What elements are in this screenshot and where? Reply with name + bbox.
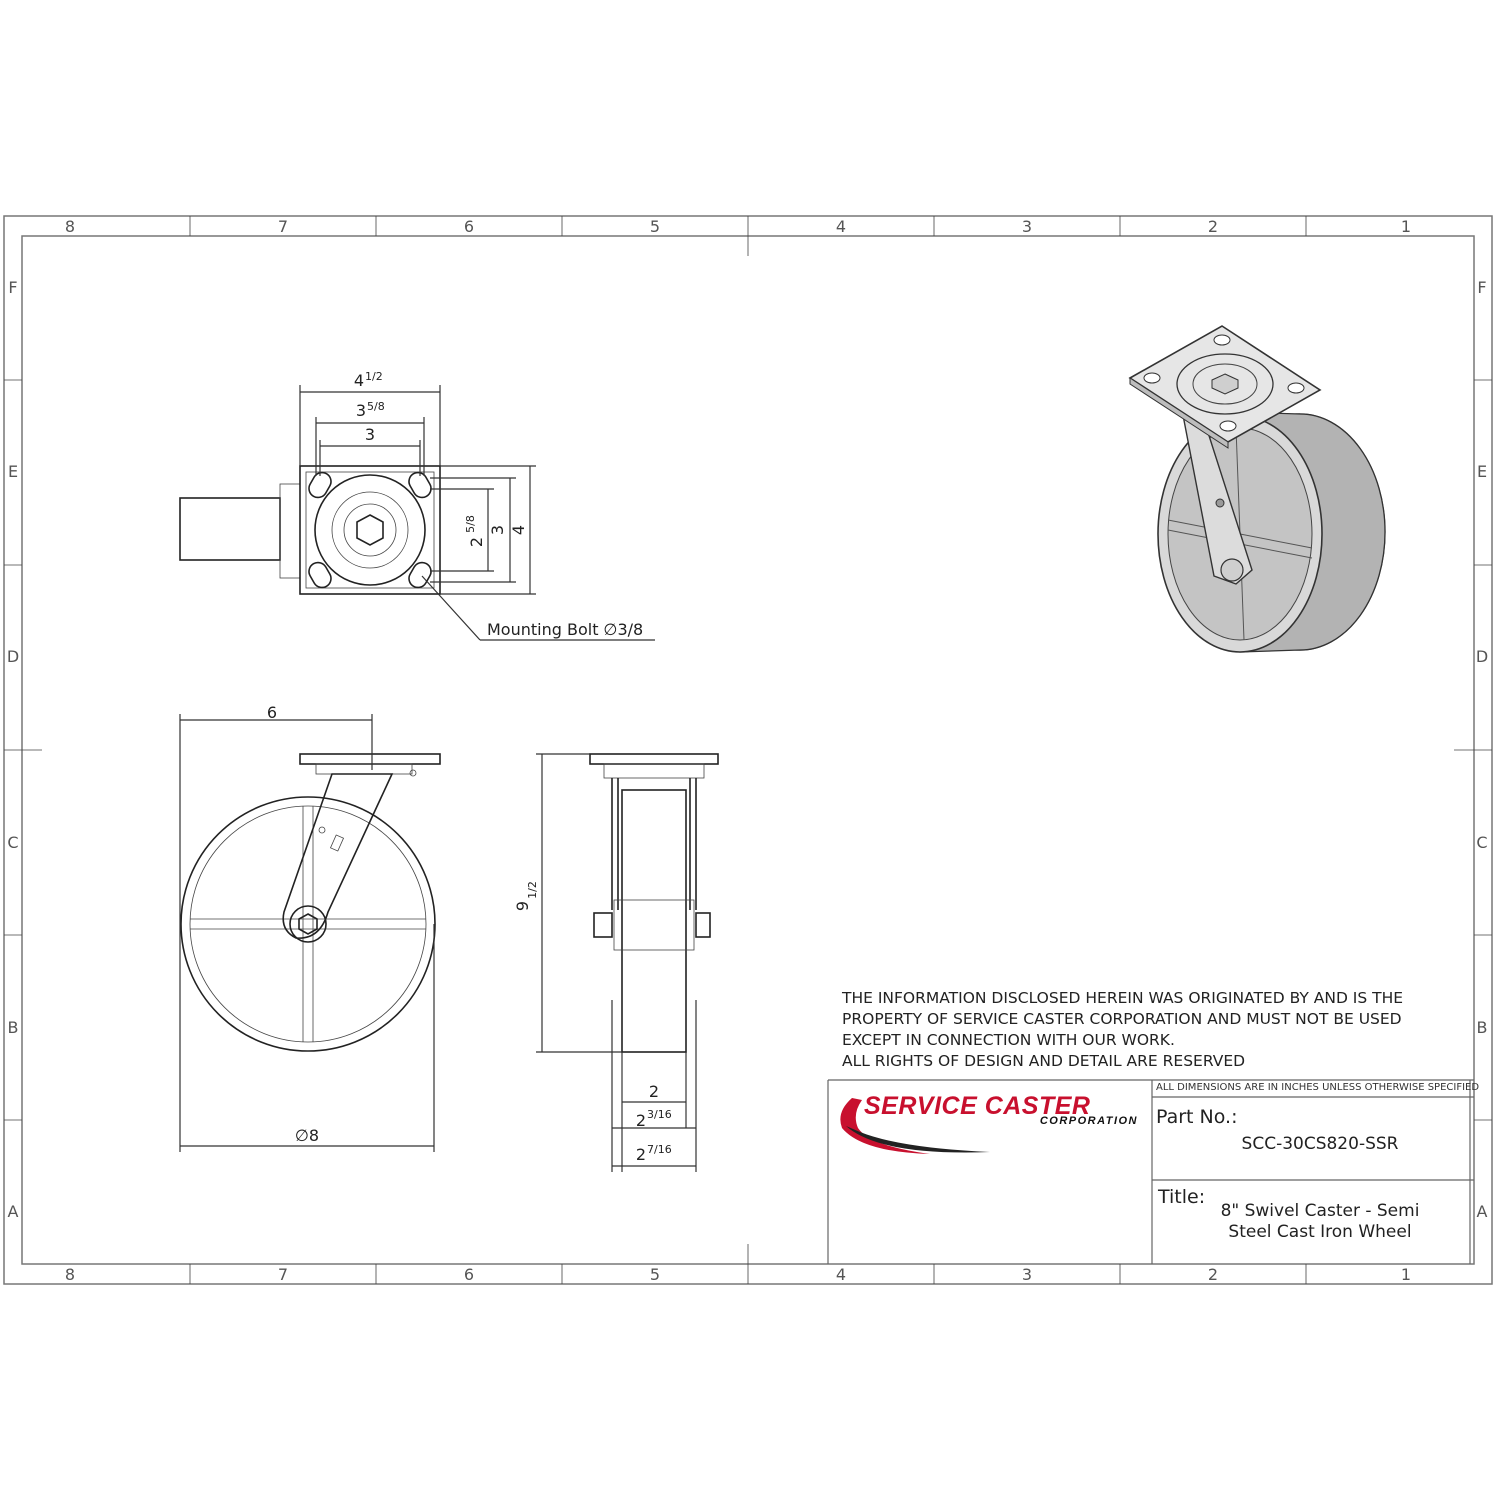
dim-overall-height-frac: 1/2 — [526, 881, 539, 899]
dim-height-inner-frac: 5/8 — [464, 515, 477, 533]
dim-overall-width: 4 — [353, 371, 364, 390]
zone-col-1: 1 — [1400, 217, 1412, 236]
iso-bolt-hole — [1144, 373, 1160, 383]
dim-bolt-span-min: 3 — [364, 425, 376, 444]
zone-row-B-right: B — [1476, 1018, 1488, 1037]
front-view-fork — [612, 778, 696, 910]
notice-line: THE INFORMATION DISCLOSED HEREIN WAS ORIGINATED BY AND IS THE — [842, 989, 1404, 1007]
dim-height-inner: 2 — [467, 536, 486, 548]
zone-row-D: D — [6, 647, 20, 666]
dim-width-outer: 2 — [635, 1145, 646, 1164]
zone-row-C-right: C — [1476, 833, 1488, 852]
notice-line: PROPERTY OF SERVICE CASTER CORPORATION AND MUST NOT BE USED — [842, 1010, 1402, 1028]
dim-width-outer-frac: 7/16 — [647, 1143, 672, 1156]
axle-nut — [299, 914, 317, 934]
zone-row-F-right: F — [1477, 278, 1487, 297]
front-view-wheel — [622, 790, 686, 1052]
proprietary-notice — [842, 988, 1442, 1072]
side-view-swivel-race — [316, 764, 412, 774]
mounting-plate-inner — [306, 472, 434, 588]
mounting-plate — [300, 466, 440, 594]
zone-labels-right — [1476, 278, 1488, 1221]
part-no-value: SCC-30CS820-SSR — [1241, 1134, 1399, 1154]
zone-row-E-right: E — [1476, 462, 1488, 481]
dim-wheel-diameter: ∅8 — [294, 1126, 320, 1145]
front-view-top-plate — [590, 754, 718, 764]
zone-col-5-bottom: 5 — [649, 1265, 661, 1284]
kingpin-ring-outer — [315, 475, 425, 585]
dim-overall-width-frac: 1/2 — [365, 370, 383, 383]
zone-col-7-bottom: 7 — [277, 1265, 289, 1284]
dimensions-note: ALL DIMENSIONS ARE IN INCHES UNLESS OTHERWISE SPECIFIED — [1156, 1082, 1480, 1093]
zone-row-C: C — [7, 833, 19, 852]
zone-col-6-bottom: 6 — [463, 1265, 475, 1284]
dim-height-mid: 3 — [488, 524, 507, 536]
bolt-hole — [406, 559, 435, 591]
top-view-swivel-edge — [280, 484, 300, 578]
isometric-view — [1130, 326, 1385, 652]
iso-bolt-hole — [1220, 421, 1236, 431]
iso-bolt-hole — [1214, 335, 1230, 345]
zone-col-3-bottom: 3 — [1021, 1265, 1033, 1284]
top-view-wheel — [180, 498, 280, 560]
service-caster-logo — [840, 1092, 1138, 1154]
swivel-grease-dot — [410, 770, 416, 776]
dim-width-mid-frac: 3/16 — [647, 1108, 672, 1121]
bolt-holes — [306, 469, 435, 591]
front-view-axle-nut — [696, 913, 710, 937]
fork-zerk — [319, 827, 325, 833]
dim-height-outer: 4 — [509, 524, 528, 536]
kingpin-ring-mid — [332, 492, 408, 568]
zone-col-8: 8 — [64, 217, 76, 236]
top-view — [180, 370, 655, 640]
zone-row-B: B — [7, 1018, 19, 1037]
side-view — [180, 703, 440, 1152]
front-view-swivel-race — [604, 764, 704, 778]
mounting-bolt-callout: Mounting Bolt ∅3/8 — [487, 620, 644, 639]
notice-line: EXCEPT IN CONNECTION WITH OUR WORK. — [842, 1031, 1175, 1049]
iso-fork-dot — [1216, 499, 1224, 507]
dim-offset: 6 — [266, 703, 278, 722]
zone-row-D-right: D — [1475, 647, 1489, 666]
zone-col-8-bottom: 8 — [64, 1265, 76, 1284]
title-label: Title: — [1158, 1186, 1206, 1208]
side-view-top-plate — [300, 754, 440, 764]
dim-bolt-span: 3 — [355, 401, 366, 420]
logo-sub-text: CORPORATION — [1039, 1115, 1138, 1127]
zone-row-F: F — [8, 278, 18, 297]
dim-tread-width: 2 — [648, 1082, 660, 1101]
kingpin-ring-inner — [344, 504, 396, 556]
wheel-outer-rim — [181, 797, 435, 1051]
part-no-label: Part No.: — [1156, 1106, 1238, 1128]
zone-col-4-bottom: 4 — [835, 1265, 847, 1284]
dim-bolt-span-frac: 5/8 — [367, 400, 385, 413]
front-view — [513, 754, 718, 1172]
zone-col-5: 5 — [649, 217, 661, 236]
top-view-dim-lines — [300, 385, 655, 640]
zone-col-3: 3 — [1021, 217, 1033, 236]
front-view-axle-bolt — [594, 913, 612, 937]
front-view-dim-lines — [536, 754, 696, 1172]
fork-slot — [330, 835, 343, 851]
zone-labels-bottom — [65, 1265, 1411, 1284]
zone-row-A: A — [7, 1202, 19, 1221]
iso-bolt-hole — [1288, 383, 1304, 393]
front-view-hub — [614, 900, 694, 950]
kingpin-hex-nut — [357, 515, 383, 545]
logo-main-text: SERVICE CASTER — [864, 1092, 1091, 1120]
zone-col-2: 2 — [1207, 217, 1219, 236]
zone-col-2-bottom: 2 — [1207, 1265, 1219, 1284]
zone-col-1-bottom: 1 — [1400, 1265, 1412, 1284]
zone-col-7: 7 — [277, 217, 289, 236]
notice-line: ALL RIGHTS OF DESIGN AND DETAIL ARE RESERVED — [842, 1052, 1246, 1070]
bolt-hole — [306, 559, 335, 591]
fork-leg — [283, 774, 392, 938]
dim-overall-height: 9 — [513, 900, 532, 912]
dim-width-mid: 2 — [635, 1111, 646, 1130]
zone-labels-left — [7, 278, 19, 1221]
title-line-1: 8" Swivel Caster - Semi — [1220, 1201, 1420, 1221]
zone-col-6: 6 — [463, 217, 475, 236]
zone-row-E: E — [7, 462, 19, 481]
zone-labels-top — [65, 217, 1411, 236]
title-line-2: Steel Cast Iron Wheel — [1228, 1222, 1412, 1242]
zone-col-4: 4 — [835, 217, 847, 236]
zone-row-A-right: A — [1476, 1202, 1488, 1221]
iso-axle-nut — [1221, 559, 1243, 581]
